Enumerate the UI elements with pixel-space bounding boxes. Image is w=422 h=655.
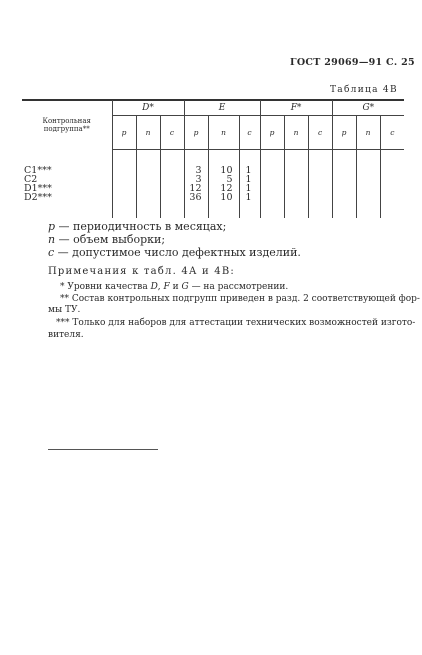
table-spacer-row	[22, 202, 404, 218]
legend-c-text: — допустимое число дефектных изделий.	[54, 246, 301, 259]
cell-e-p: 3	[184, 166, 208, 175]
row-label: C2	[24, 174, 38, 185]
footnote-3-line2: вителя.	[48, 330, 84, 340]
legend-p-symbol: p	[48, 220, 56, 233]
table-row	[22, 193, 404, 202]
subhead-g-n: n	[356, 116, 380, 150]
control-subgroup-line1: Контрольная	[42, 116, 91, 125]
group-header-e: E	[184, 100, 260, 116]
subhead-e-c: c	[239, 116, 260, 150]
subhead-e-p: p	[184, 116, 208, 150]
cell-e-n: 12	[208, 184, 239, 193]
cell-e-p: 12	[184, 184, 208, 193]
subhead-e-n: n	[208, 116, 239, 150]
footnote-1-post: — на рассмотрении.	[188, 282, 289, 292]
legend-n-symbol: n	[48, 233, 56, 246]
cell-e-n: 5	[208, 175, 239, 184]
legend-c-symbol: c	[48, 246, 55, 259]
control-subgroup-header	[22, 100, 112, 150]
subhead-g-c: c	[380, 116, 404, 150]
sampling-table	[22, 100, 404, 218]
footnote-1	[60, 282, 288, 293]
cell-e-c: 1	[239, 193, 260, 202]
control-subgroup-line2: подгруппа**	[43, 124, 90, 133]
group-header-f: F*	[260, 100, 332, 116]
footnote-1-sep1: ,	[157, 282, 164, 292]
cell-e-n: 10	[208, 166, 239, 175]
footnote-2-line1: ** Состав контрольных подгрупп приведен в разд. 2 соответствующей фор-	[60, 294, 420, 304]
table-row	[22, 184, 404, 193]
legend-p	[48, 220, 226, 233]
table-label: Таблица 4B	[330, 85, 398, 95]
cell-e-n: 10	[208, 193, 239, 202]
footnote-1-sep2: и	[169, 282, 182, 292]
subhead-d-c: c	[160, 116, 184, 150]
notes-title: Примечания к табл. 4А и 4В:	[48, 266, 235, 277]
table-row	[22, 175, 404, 184]
footnote-1-g: G	[181, 282, 189, 292]
row-label: D1***	[24, 183, 52, 194]
subhead-f-c: c	[308, 116, 332, 150]
table-spacer-row	[22, 150, 404, 167]
footnote-1-pre: * Уровни качества	[60, 282, 151, 292]
legend-c	[48, 246, 301, 259]
cell-e-c: 1	[239, 175, 260, 184]
table-row	[22, 166, 404, 175]
cell-e-p: 36	[184, 193, 208, 202]
subhead-f-n: n	[284, 116, 308, 150]
cell-e-c: 1	[239, 166, 260, 175]
subhead-g-p: p	[332, 116, 356, 150]
footnote-1-f: F	[163, 282, 170, 292]
legend-n	[48, 233, 165, 246]
group-header-row	[22, 100, 404, 116]
footnote-1-d: D	[150, 282, 158, 292]
row-label: D2***	[24, 192, 52, 203]
subhead-d-n: n	[136, 116, 160, 150]
cell-e-p: 3	[184, 175, 208, 184]
footnote-2-line2: мы ТУ.	[48, 305, 81, 315]
doc-header: ГОСТ 29069—91 С. 25	[290, 57, 415, 68]
subhead-f-p: p	[260, 116, 284, 150]
legend-n-text: — объем выборки;	[55, 233, 166, 246]
row-label: C1***	[24, 165, 52, 176]
subhead-d-p: p	[112, 116, 136, 150]
cell-e-c: 1	[239, 184, 260, 193]
footnote-rule	[48, 449, 158, 450]
legend-p-text: — периодичность в месяцах;	[55, 220, 227, 233]
footnote-3-line1: *** Только для наборов для аттестации технических возможностей изгото-	[56, 318, 416, 328]
group-header-g: G*	[332, 100, 404, 116]
group-header-d: D*	[112, 100, 184, 116]
